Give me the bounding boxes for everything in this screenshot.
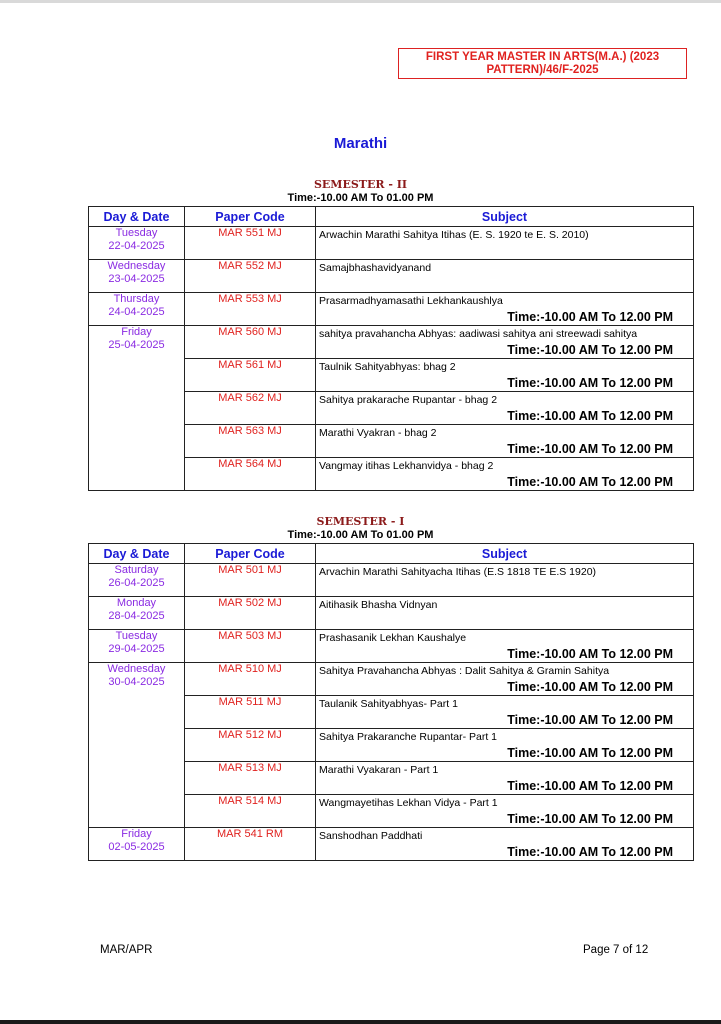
col-subject-header: Subject xyxy=(316,207,694,227)
date-label: 30-04-2025 xyxy=(108,676,165,688)
page-number: Page 7 of 12 xyxy=(583,944,649,956)
paper-code: MAR 560 MJ xyxy=(185,326,316,359)
table-row xyxy=(89,564,694,597)
footer-code: MAR/APR xyxy=(100,944,153,956)
day-label: Tuesday xyxy=(115,227,158,239)
subject-text: Sahitya prakarache Rupantar - bhag 2 xyxy=(319,394,498,406)
table-header-row xyxy=(89,544,694,564)
paper-code: MAR 552 MJ xyxy=(185,260,316,293)
subject-text: Marathi Vyakran - bhag 2 xyxy=(319,427,437,439)
date-label: 24-04-2025 xyxy=(108,306,165,318)
paper-code: MAR 511 MJ xyxy=(185,696,316,729)
subject-cell xyxy=(316,630,694,663)
paper-code: MAR 564 MJ xyxy=(185,458,316,491)
paper-code: MAR 561 MJ xyxy=(185,359,316,392)
subject-cell xyxy=(316,597,694,630)
semester-2-time: Time:-10.00 AM To 01.00 PM xyxy=(287,192,434,204)
day-date-cell xyxy=(89,326,185,491)
subject-text: Wangmayetihas Lekhan Vidya - Part 1 xyxy=(319,797,498,809)
paper-code: MAR 553 MJ xyxy=(185,293,316,326)
exam-time: Time:-10.00 AM To 12.00 PM xyxy=(507,647,673,661)
subject-text: Vangmay itihas Lekhanvidya - bhag 2 xyxy=(319,460,494,472)
exam-time: Time:-10.00 AM To 12.00 PM xyxy=(507,409,673,423)
subject-cell xyxy=(316,293,694,326)
exam-title-box xyxy=(398,48,687,79)
paper-code: MAR 563 MJ xyxy=(185,425,316,458)
day-date-cell xyxy=(89,260,185,293)
paper-code: MAR 514 MJ xyxy=(185,795,316,828)
subject-text: Sahitya Pravahancha Abhyas : Dalit Sahitya & Gramin Sahitya xyxy=(319,665,610,677)
day-date-cell xyxy=(89,828,185,861)
day-date-cell xyxy=(89,630,185,663)
subject-cell xyxy=(316,326,694,359)
col-subject-header: Subject xyxy=(316,544,694,564)
bottom-divider xyxy=(0,1020,721,1024)
day-label: Wednesday xyxy=(107,663,166,675)
day-label: Wednesday xyxy=(107,260,166,272)
paper-code: MAR 512 MJ xyxy=(185,729,316,762)
date-label: 02-05-2025 xyxy=(108,841,165,853)
exam-time: Time:-10.00 AM To 12.00 PM xyxy=(507,442,673,456)
subject-text: Samajbhashavidyanand xyxy=(319,262,432,274)
subject-cell xyxy=(316,729,694,762)
date-label: 25-04-2025 xyxy=(108,339,165,351)
subject-heading: Marathi xyxy=(333,135,388,152)
subject-cell xyxy=(316,564,694,597)
paper-code: MAR 503 MJ xyxy=(185,630,316,663)
subject-text: Taulnik Sahityabhyas: bhag 2 xyxy=(319,361,456,373)
table-row xyxy=(89,260,694,293)
date-label: 22-04-2025 xyxy=(108,240,165,252)
subject-text: Arwachin Marathi Sahitya Itihas (E. S. 1920 te E. S. 2010) xyxy=(319,229,589,241)
exam-title-line-2: PATTERN)/46/F-2025 xyxy=(486,64,599,76)
table-row xyxy=(89,828,694,861)
subject-text: Prasarmadhyamasathi Lekhankaushlya xyxy=(319,295,503,307)
subject-cell xyxy=(316,359,694,392)
date-label: 26-04-2025 xyxy=(108,577,165,589)
paper-code: MAR 502 MJ xyxy=(185,597,316,630)
subject-text: Prashasanik Lekhan Kaushalye xyxy=(319,632,467,644)
exam-time: Time:-10.00 AM To 12.00 PM xyxy=(507,713,673,727)
paper-code: MAR 501 MJ xyxy=(185,564,316,597)
col-code-header: Paper Code xyxy=(185,544,316,564)
paper-code: MAR 562 MJ xyxy=(185,392,316,425)
exam-time: Time:-10.00 AM To 12.00 PM xyxy=(507,376,673,390)
date-label: 28-04-2025 xyxy=(108,610,165,622)
subject-cell xyxy=(316,828,694,861)
table-row xyxy=(89,630,694,663)
subject-cell xyxy=(316,795,694,828)
table-header-row xyxy=(89,207,694,227)
exam-time: Time:-10.00 AM To 12.00 PM xyxy=(507,845,673,859)
semester-2-title: SEMESTER - II xyxy=(313,178,408,191)
subject-text: Marathi Vyakaran - Part 1 xyxy=(319,764,439,776)
subject-cell xyxy=(316,762,694,795)
paper-code: MAR 551 MJ xyxy=(185,227,316,260)
date-label: 23-04-2025 xyxy=(108,273,165,285)
subject-text: Arvachin Marathi Sahityacha Itihas (E.S 1818 TE E.S 1920) xyxy=(319,566,597,578)
table-row xyxy=(89,326,694,359)
table-row xyxy=(89,227,694,260)
subject-text: Sanshodhan Paddhati xyxy=(319,830,423,842)
exam-time: Time:-10.00 AM To 12.00 PM xyxy=(507,746,673,760)
col-code-header: Paper Code xyxy=(185,207,316,227)
subject-text: sahitya pravahancha Abhyas: aadiwasi sahitya ani streewadi sahitya xyxy=(319,328,638,340)
day-label: Friday xyxy=(121,326,152,338)
subject-cell xyxy=(316,696,694,729)
day-date-cell xyxy=(89,293,185,326)
subject-cell xyxy=(316,663,694,696)
subject-cell xyxy=(316,260,694,293)
exam-time: Time:-10.00 AM To 12.00 PM xyxy=(507,779,673,793)
paper-code: MAR 510 MJ xyxy=(185,663,316,696)
semester-1-table xyxy=(88,543,694,861)
subject-cell xyxy=(316,392,694,425)
table-row xyxy=(89,597,694,630)
subject-text: Taulanik Sahityabhyas- Part 1 xyxy=(319,698,458,710)
day-date-cell xyxy=(89,597,185,630)
subject-text: Aitihasik Bhasha Vidnyan xyxy=(319,599,438,611)
semester-1-title: SEMESTER - I xyxy=(316,515,405,528)
subject-cell xyxy=(316,425,694,458)
col-day-header: Day & Date xyxy=(89,544,185,564)
day-label: Tuesday xyxy=(115,630,158,642)
exam-time: Time:-10.00 AM To 12.00 PM xyxy=(507,310,673,324)
exam-title-line-1: FIRST YEAR MASTER IN ARTS(M.A.) (2023 xyxy=(425,51,660,63)
subject-cell xyxy=(316,458,694,491)
date-label: 29-04-2025 xyxy=(108,643,165,655)
semester-1-time: Time:-10.00 AM To 01.00 PM xyxy=(287,529,434,541)
exam-time: Time:-10.00 AM To 12.00 PM xyxy=(507,812,673,826)
day-label: Thursday xyxy=(113,293,160,305)
day-label: Friday xyxy=(121,828,152,840)
exam-time: Time:-10.00 AM To 12.00 PM xyxy=(507,343,673,357)
semester-2-table xyxy=(88,206,694,491)
day-date-cell xyxy=(89,227,185,260)
top-divider xyxy=(0,0,721,3)
exam-time: Time:-10.00 AM To 12.00 PM xyxy=(507,475,673,489)
day-label: Saturday xyxy=(114,564,159,576)
table-row xyxy=(89,293,694,326)
day-label: Monday xyxy=(116,597,157,609)
subject-cell xyxy=(316,227,694,260)
exam-time: Time:-10.00 AM To 12.00 PM xyxy=(507,680,673,694)
day-date-cell xyxy=(89,564,185,597)
table-row xyxy=(89,663,694,696)
col-day-header: Day & Date xyxy=(89,207,185,227)
paper-code: MAR 513 MJ xyxy=(185,762,316,795)
paper-code: MAR 541 RM xyxy=(185,828,316,861)
subject-text: Sahitya Prakaranche Rupantar- Part 1 xyxy=(319,731,498,743)
day-date-cell xyxy=(89,663,185,828)
